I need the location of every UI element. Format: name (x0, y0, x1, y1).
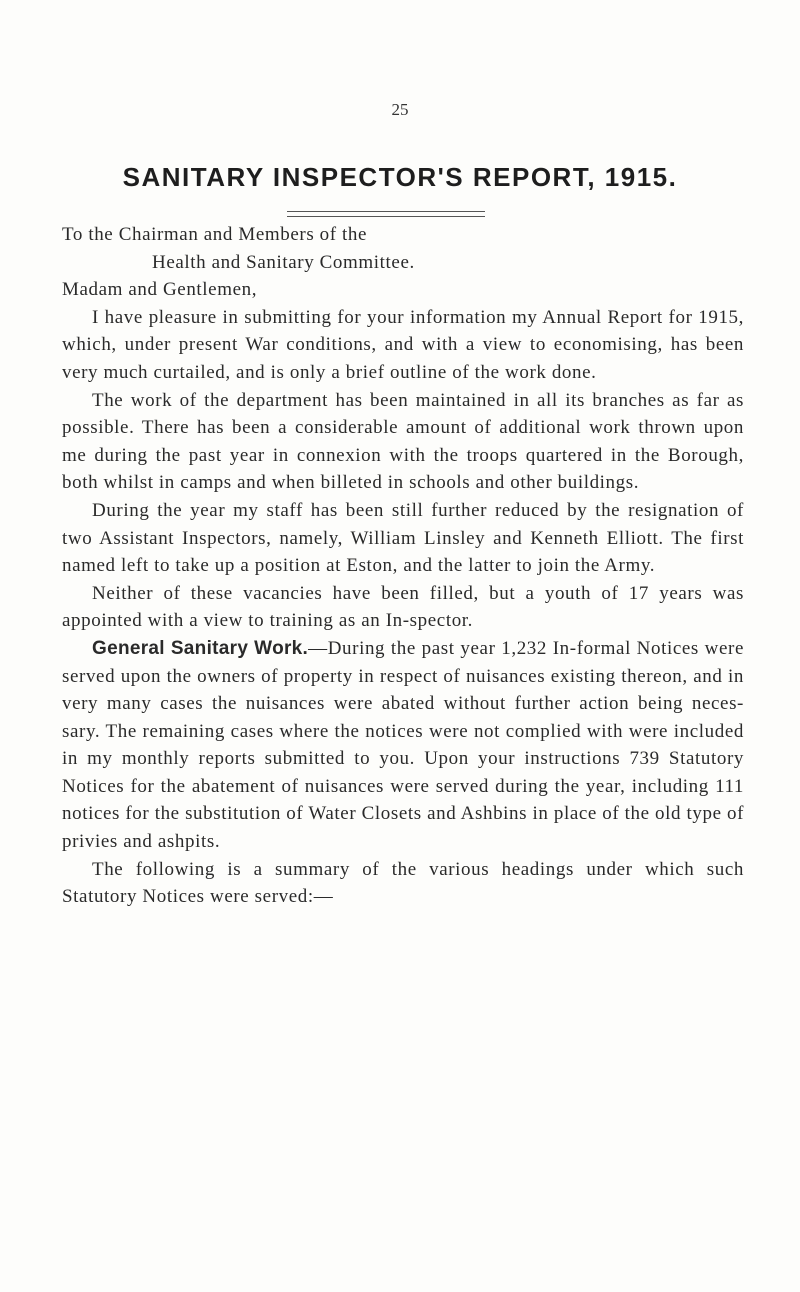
general-sanitary-work-text: —During the past year 1,232 In-formal Notices were served upon the owners of property in respect of nuisances existing thereon, and in very many cases the nuisances were abated without further action being neces-sary. The remaining cases where the notices were not complied with were included in my monthly reports submitted to you. Upon your instructions 739 Statutory Notices for the abatement of nuisances were served during the year, including 111 notices for the substitution of Water Closets and Ashbins in place of the old type of privies and ashpits. (62, 637, 744, 853)
section-heading-general-sanitary-work: General Sanitary Work. (92, 637, 309, 659)
paragraph-vacancies: Neither of these vacancies have been filled, but a youth of 17 years was appointed with a view to training as an In-spector. (62, 582, 744, 632)
address-line-2: Health and Sanitary Committee. (152, 251, 415, 273)
paragraph-staff: During the year my staff has been still further reduced by the resignation of two Assistant Inspectors, namely, William Linsley and Kenneth Elliott. The first named left to take up a position at Eston, and the latter to join the Army. (62, 499, 744, 577)
greeting: Madam and Gentlemen, (62, 279, 258, 301)
paragraph-department-work: The work of the department has been maintained in all its branches as far as possible. There has been a considerable amount of additional work thrown upon me during the past year in connexion with the troops quartered in the Borough, both whilst in camps and when billeted in schools and other buildings. (62, 389, 744, 494)
report-title: SANITARY INSPECTOR'S REPORT, 1915. (122, 162, 678, 192)
title-divider (287, 211, 485, 217)
paragraph-summary-intro: The following is a summary of the various headings under which such Statutory Notices were served:— (62, 858, 744, 908)
report-body (62, 221, 744, 911)
address-line-1: To the Chairman and Members of the (62, 224, 368, 245)
page-number: 25 (391, 100, 409, 119)
paragraph-general-sanitary-work (62, 635, 744, 856)
paragraph-intro: I have pleasure in submitting for your information my Annual Report for 1915, which, under present War conditions, and with a view to economising, has been very much curtailed, and is only a brief outline of the work done. (62, 306, 744, 383)
